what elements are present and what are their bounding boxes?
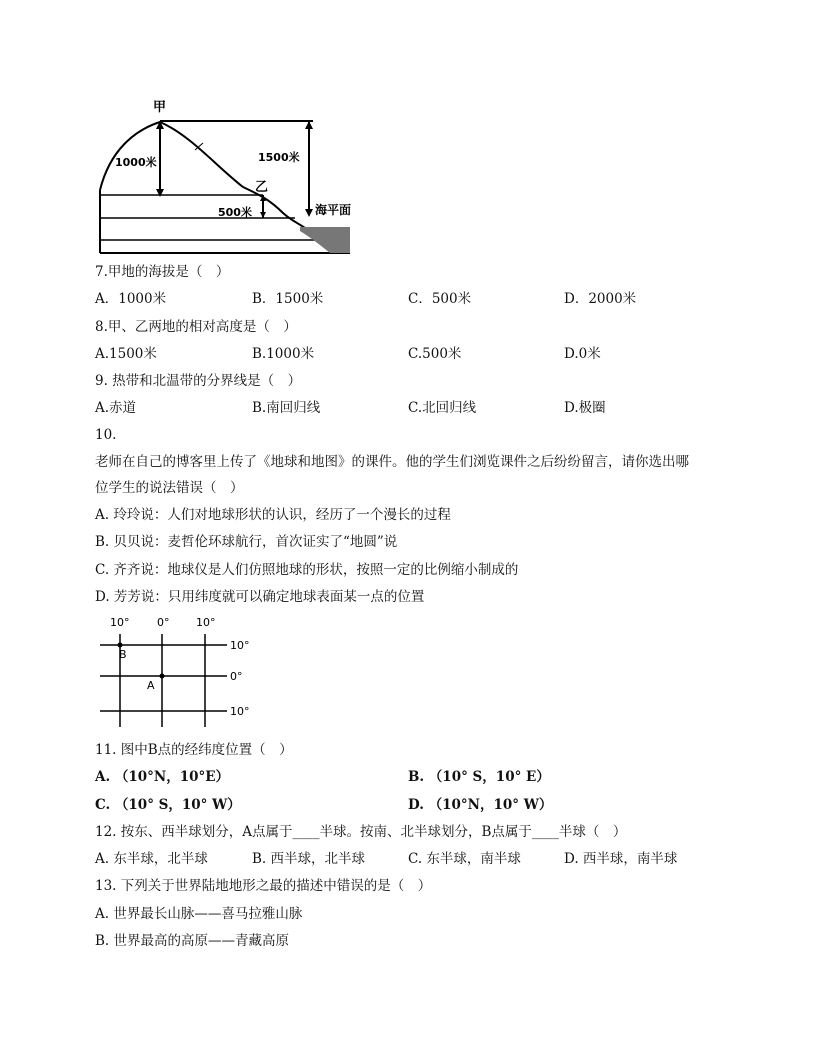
q13-option-b[interactable]: B. 世界最高的高原——青藏高原: [95, 933, 290, 949]
q11-option-a[interactable]: A. （10°N，10°E）: [95, 769, 230, 785]
q11-option-c[interactable]: C. （10° S，10° W）: [95, 797, 241, 813]
q12-option-d[interactable]: D. 西半球，南半球: [564, 851, 678, 867]
label-sea-level: 海平面: [315, 203, 352, 217]
label-yi: 乙: [255, 180, 269, 195]
point-b-label: B: [119, 648, 127, 661]
q7-stem: 7.甲地的海拔是（ ）: [95, 264, 230, 280]
q13-stem: 13. 下列关于世界陆地地形之最的描述中错误的是（ ）: [95, 878, 432, 894]
q11-stem: 11. 图中B点的经纬度位置（ ）: [95, 742, 293, 758]
q12-option-c[interactable]: C. 东半球，南半球: [408, 851, 521, 867]
arrowhead-1500-top: [305, 121, 313, 129]
point-a-label: A: [147, 679, 155, 692]
q9-stem: 9. 热带和北温带的分界线是（ ）: [95, 373, 302, 389]
q13-option-a[interactable]: A. 世界最长山脉——喜马拉雅山脉: [95, 906, 303, 922]
q7-option-a[interactable]: A．1000米: [95, 291, 167, 307]
q8-option-b[interactable]: B.1000米: [252, 346, 315, 362]
q8-stem: 8.甲、乙两地的相对高度是（ ）: [95, 319, 297, 335]
top-label-10-east: 10°: [196, 616, 216, 629]
q7-option-d[interactable]: D．2000米: [564, 291, 637, 307]
q9-option-c[interactable]: C.北回归线: [408, 400, 477, 416]
q10-stem-line2: 位学生的说法错误（ ）: [95, 480, 244, 496]
label-jia: 甲: [153, 100, 167, 115]
right-label-10-south: 10°: [230, 705, 250, 718]
q12-option-b[interactable]: B. 西半球，北半球: [252, 851, 366, 867]
q12-option-a[interactable]: A. 东半球，北半球: [95, 851, 208, 867]
top-label-0: 0°: [157, 616, 170, 629]
q7-option-b[interactable]: B．1500米: [252, 291, 324, 307]
point-a-marker: [160, 674, 165, 679]
q9-option-d[interactable]: D.极圈: [564, 400, 606, 416]
q8-option-a[interactable]: A.1500米: [95, 346, 157, 362]
arrowhead-1000-bottom: [156, 189, 164, 197]
q9-option-b[interactable]: B.南回归线: [252, 400, 321, 416]
q11-option-b[interactable]: B. （10° S，10° E）: [408, 769, 550, 785]
right-label-0: 0°: [230, 670, 243, 683]
label-1000: 1000米: [115, 156, 157, 169]
point-b-marker: [118, 643, 123, 648]
q8-option-c[interactable]: C.500米: [408, 346, 462, 362]
label-1500: 1500米: [258, 151, 300, 164]
arrowhead-1500-bottom: [305, 209, 313, 217]
q8-option-d[interactable]: D.0米: [564, 346, 601, 362]
q10-option-d[interactable]: D. 芳芳说：只用纬度就可以确定地球表面某一点的位置: [95, 589, 425, 605]
q10-option-a[interactable]: A. 玲玲说：人们对地球形状的认识，经历了一个漫长的过程: [95, 507, 451, 523]
label-500: 500米: [218, 206, 252, 219]
q10-number: 10.: [95, 427, 117, 443]
q10-option-c[interactable]: C. 齐齐说：地球仪是人们仿照地球的形状，按照一定的比例缩小制成的: [95, 562, 519, 578]
top-label-10-west: 10°: [110, 616, 130, 629]
right-label-10-north: 10°: [230, 639, 250, 652]
q11-option-d[interactable]: D. （10°N，10° W）: [408, 797, 553, 813]
q9-option-a[interactable]: A.赤道: [95, 400, 137, 416]
q10-stem-line1: 老师在自己的博客里上传了《地球和地图》的课件。他的学生们浏览课件之后纷纷留言，请你选出哪: [95, 454, 689, 470]
arrowhead-500-bottom: [260, 212, 266, 218]
latlong-grid-diagram: [95, 612, 265, 732]
q7-option-c[interactable]: C．500米: [408, 291, 472, 307]
elevation-diagram: [95, 95, 360, 260]
q12-stem: 12. 按东、西半球划分，A点属于____半球。按南、北半球划分，B点属于____半球（ ）: [95, 824, 627, 840]
q10-option-b[interactable]: B. 贝贝说：麦哲伦环球航行，首次证实了“地圆”说: [95, 534, 398, 550]
